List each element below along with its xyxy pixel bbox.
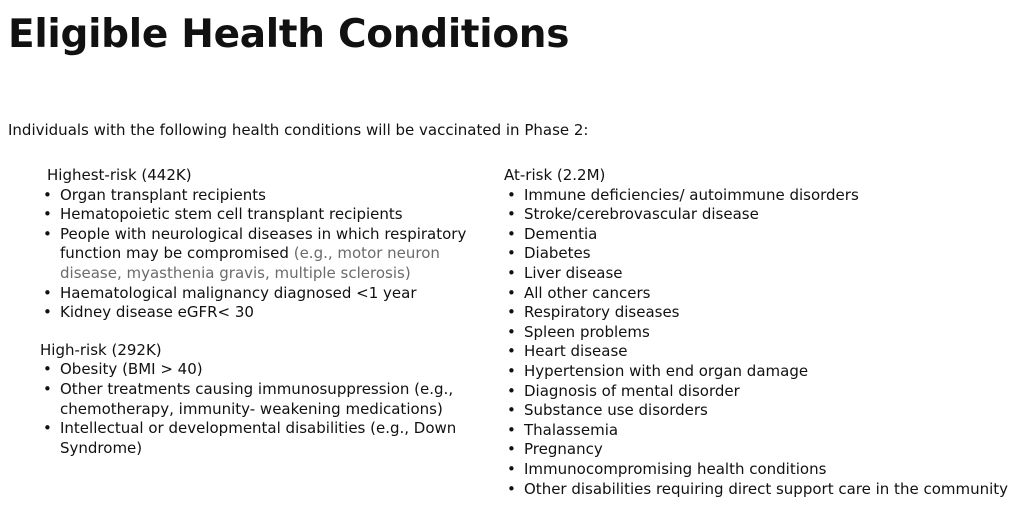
list-item: [504, 303, 1019, 323]
at-risk-list: [504, 186, 1019, 500]
high-risk-heading: High-risk (292K): [40, 340, 162, 359]
list-item-text: Organ transplant recipients: [60, 185, 266, 204]
at-risk-group: [504, 166, 1019, 499]
list-item-text: Diagnosis of mental disorder: [524, 381, 740, 400]
list-item: [40, 284, 490, 304]
list-item-text: Pregnancy: [524, 440, 603, 459]
list-item-text: Liver disease: [524, 263, 623, 282]
list-item-text: Immune deficiencies/ autoimmune disorders: [524, 185, 859, 204]
left-column: [40, 166, 490, 458]
list-item: [504, 421, 1019, 441]
list-item: [40, 205, 490, 225]
list-item: [504, 460, 1019, 480]
neuro-examples-note: (e.g., motor neuron disease, myasthenia gravis, multiple sclerosis): [60, 244, 440, 282]
list-item: [40, 303, 490, 323]
list-item-text: Thalassemia: [524, 420, 619, 439]
list-item-text: Dementia: [524, 224, 598, 243]
list-item: [504, 264, 1019, 284]
list-item: [40, 186, 490, 206]
list-item-text: Haematological malignancy diagnosed <1 year: [60, 283, 417, 302]
list-item: [504, 480, 1019, 500]
page-title: Eligible Health Conditions: [8, 12, 570, 57]
list-item: [40, 360, 490, 380]
list-item: [504, 205, 1019, 225]
list-item-text: Respiratory diseases: [524, 303, 680, 322]
list-item-text: Other disabilities requiring direct support care in the community: [524, 479, 1009, 498]
list-item: [504, 186, 1019, 206]
highest-risk-group: [40, 166, 490, 323]
list-item-text: Kidney disease eGFR< 30: [60, 303, 254, 322]
list-item-text: Intellectual or developmental disabilities (e.g., Down Syndrome): [60, 419, 457, 457]
list-item-text: People with neurological diseases in which respiratory function may be compromised: [60, 224, 467, 263]
list-item-text: Diabetes: [524, 244, 591, 263]
list-item-text: Spleen problems: [524, 322, 650, 341]
list-item-text: Hematopoietic stem cell transplant recipients: [60, 205, 403, 224]
list-item: [40, 380, 490, 419]
list-item-text: All other cancers: [524, 283, 651, 302]
list-item: [504, 382, 1019, 402]
list-item-text: Stroke/cerebrovascular disease: [524, 205, 759, 224]
list-item-text: Substance use disorders: [524, 401, 708, 420]
high-risk-list: [40, 360, 490, 458]
list-item-text: Immunocompromising health conditions: [524, 459, 827, 478]
list-item-text: Other treatments causing immunosuppression (e.g., chemotherapy, immunity- weakening medications): [60, 379, 454, 418]
list-item: [40, 225, 490, 284]
right-column: [504, 166, 1019, 499]
list-item: [504, 342, 1019, 362]
list-item: [504, 323, 1019, 343]
at-risk-heading: At-risk (2.2M): [504, 166, 606, 184]
list-item: [40, 419, 490, 458]
list-item-text: Heart disease: [524, 342, 628, 361]
intro-text: Individuals with the following health conditions will be vaccinated in Phase 2:: [8, 121, 589, 139]
list-item-text: Hypertension with end organ damage: [524, 361, 809, 380]
list-item: [504, 362, 1019, 382]
high-risk-group: [40, 341, 490, 459]
list-item: [504, 284, 1019, 304]
list-item: [504, 440, 1019, 460]
highest-risk-list: [40, 186, 490, 323]
list-item: [504, 401, 1019, 421]
highest-risk-heading: Highest-risk (442K): [47, 166, 192, 184]
list-item: [504, 244, 1019, 264]
list-item-text: Obesity (BMI > 40): [60, 360, 203, 379]
list-item: [504, 225, 1019, 245]
